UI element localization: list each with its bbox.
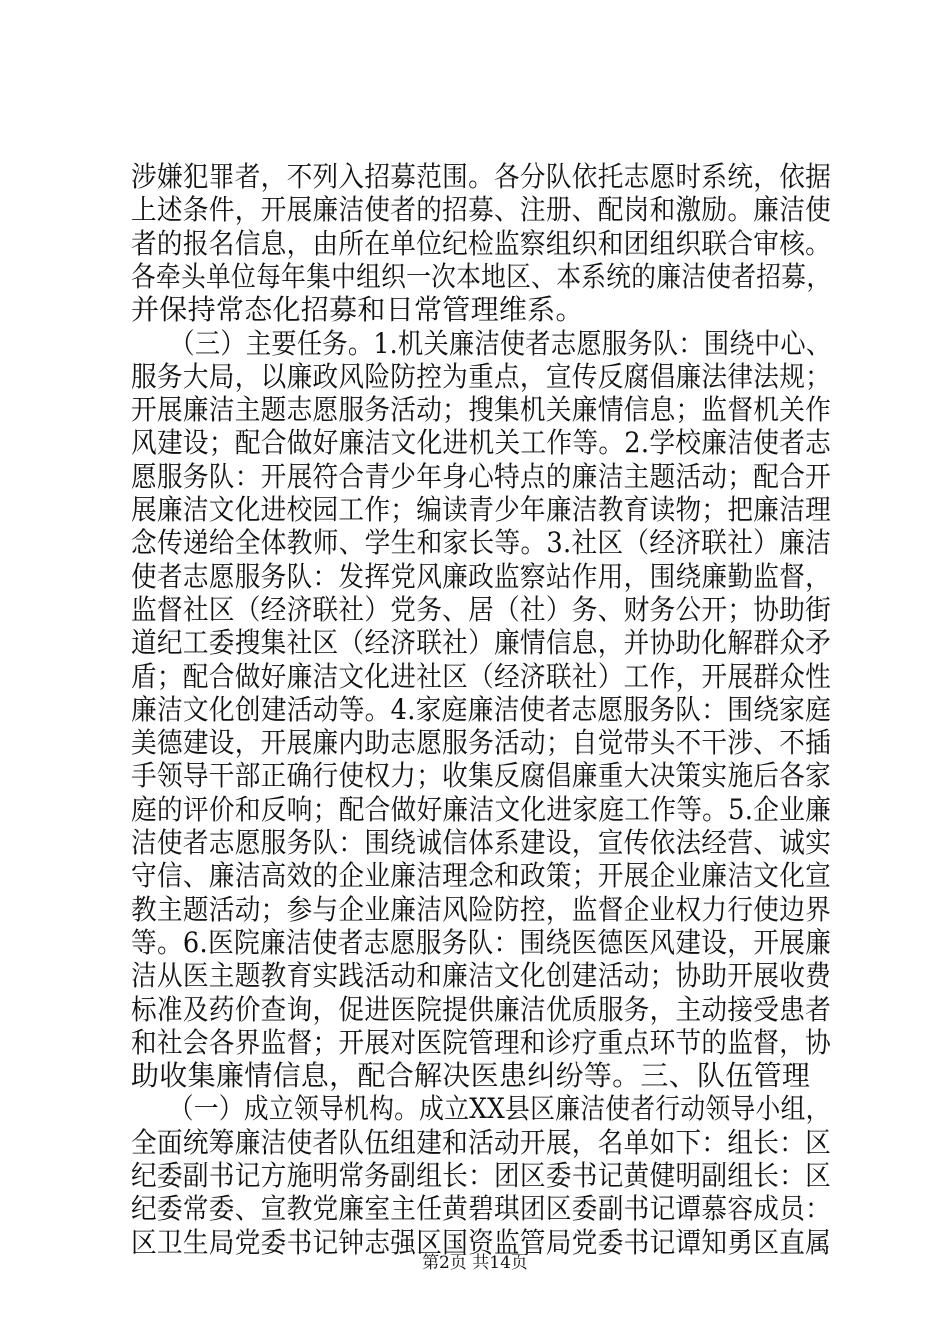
text-line: 庭的评价和反响；配合做好廉洁文化进家庭工作等。5.企业廉 xyxy=(131,792,832,826)
text-line: 纪委常委、宣教党廉室主任黄碧琪团区委副书记谭慕容成员： xyxy=(131,1192,832,1226)
text-line: （三）主要任务。1.机关廉洁使者志愿服务队：围绕中心、 xyxy=(131,326,832,360)
text-line: 道纪工委搜集社区（经济联社）廉情信息，并协助化解群众矛 xyxy=(131,626,832,660)
text-line: 各牵头单位每年集中组织一次本地区、本系统的廉洁使者招募， xyxy=(131,259,832,293)
text-line: 美德建设，开展廉内助志愿服务活动；自觉带头不干涉、不插 xyxy=(131,726,832,760)
text-line: 洁使者志愿服务队：围绕诚信体系建设，宣传依法经营、诚实 xyxy=(131,826,832,859)
text-line: 和社会各界监督；开展对医院管理和诊疗重点环节的监督，协 xyxy=(131,1025,832,1059)
text-line: 盾；配合做好廉洁文化进社区（经济联社）工作，开展群众性 xyxy=(131,659,832,693)
text-line: 服务大局，以廉政风险防控为重点，宣传反腐倡廉法律法规； xyxy=(131,359,832,393)
text-line: 纪委副书记方施明常务副组长：团区委书记黄健明副组长：区 xyxy=(131,1159,832,1192)
text-line: （一）成立领导机构。成立XX县区廉洁使者行动领导小组， xyxy=(131,1092,831,1126)
text-line: 涉嫌犯罪者，不列入招募范围。各分队依托志愿时系统，依据 xyxy=(131,160,832,193)
text-line: 区卫生局党委书记钟志强区国资监管局党委书记谭知勇区直属 xyxy=(131,1225,832,1259)
text-line: 上述条件，开展廉洁使者的招募、注册、配岗和激励。廉洁使 xyxy=(131,193,832,227)
text-line: 标准及药价查询，促进医院提供廉洁优质服务，主动接受患者 xyxy=(131,992,832,1026)
text-line: 手领导干部正确行使权力；收集反腐倡廉重大决策实施后各家 xyxy=(131,759,832,793)
text-line: 并保持常态化招募和日常管理维系。 xyxy=(131,293,584,327)
text-line: 助收集廉情信息，配合解决医患纠纷等。三、队伍管理 xyxy=(131,1059,811,1093)
text-line: 监督社区（经济联社）党务、居（社）务、财务公开；协助街 xyxy=(131,592,832,626)
text-line: 者的报名信息，由所在单位纪检监察组织和团组织联合审核。 xyxy=(131,226,832,260)
text-line: 开展廉洁主题志愿服务活动；搜集机关廉情信息；监督机关作 xyxy=(131,393,832,427)
text-line: 念传递给全体教师、学生和家长等。3.社区（经济联社）廉洁 xyxy=(131,526,832,560)
text-line: 使者志愿服务队：发挥党风廉政监察站作用，围绕廉勤监督， xyxy=(131,559,832,593)
page-footer: 第2页 共14页 xyxy=(422,1253,528,1273)
text-line: 全面统筹廉洁使者队伍组建和活动开展，名单如下：组长：区 xyxy=(131,1125,832,1159)
text-line: 廉洁文化创建活动等。4.家庭廉洁使者志愿服务队：围绕家庭 xyxy=(131,692,832,726)
text-line: 守信、廉洁高效的企业廉洁理念和政策；开展企业廉洁文化宣 xyxy=(131,859,832,893)
text-line: 愿服务队：开展符合青少年身心特点的廉洁主题活动；配合开 xyxy=(131,459,832,493)
text-line: 教主题活动；参与企业廉洁风险防控，监督企业权力行使边界 xyxy=(131,892,832,926)
text-line: 展廉洁文化进校园工作；编读青少年廉洁教育读物；把廉洁理 xyxy=(131,493,832,526)
text-line: 等。6.医院廉洁使者志愿服务队：围绕医德医风建设，开展廉 xyxy=(131,925,832,959)
text-line: 洁从医主题教育实践活动和廉洁文化创建活动；协助开展收费 xyxy=(131,959,832,993)
text-line: 风建设；配合做好廉洁文化进机关工作等。2.学校廉洁使者志 xyxy=(131,426,832,460)
